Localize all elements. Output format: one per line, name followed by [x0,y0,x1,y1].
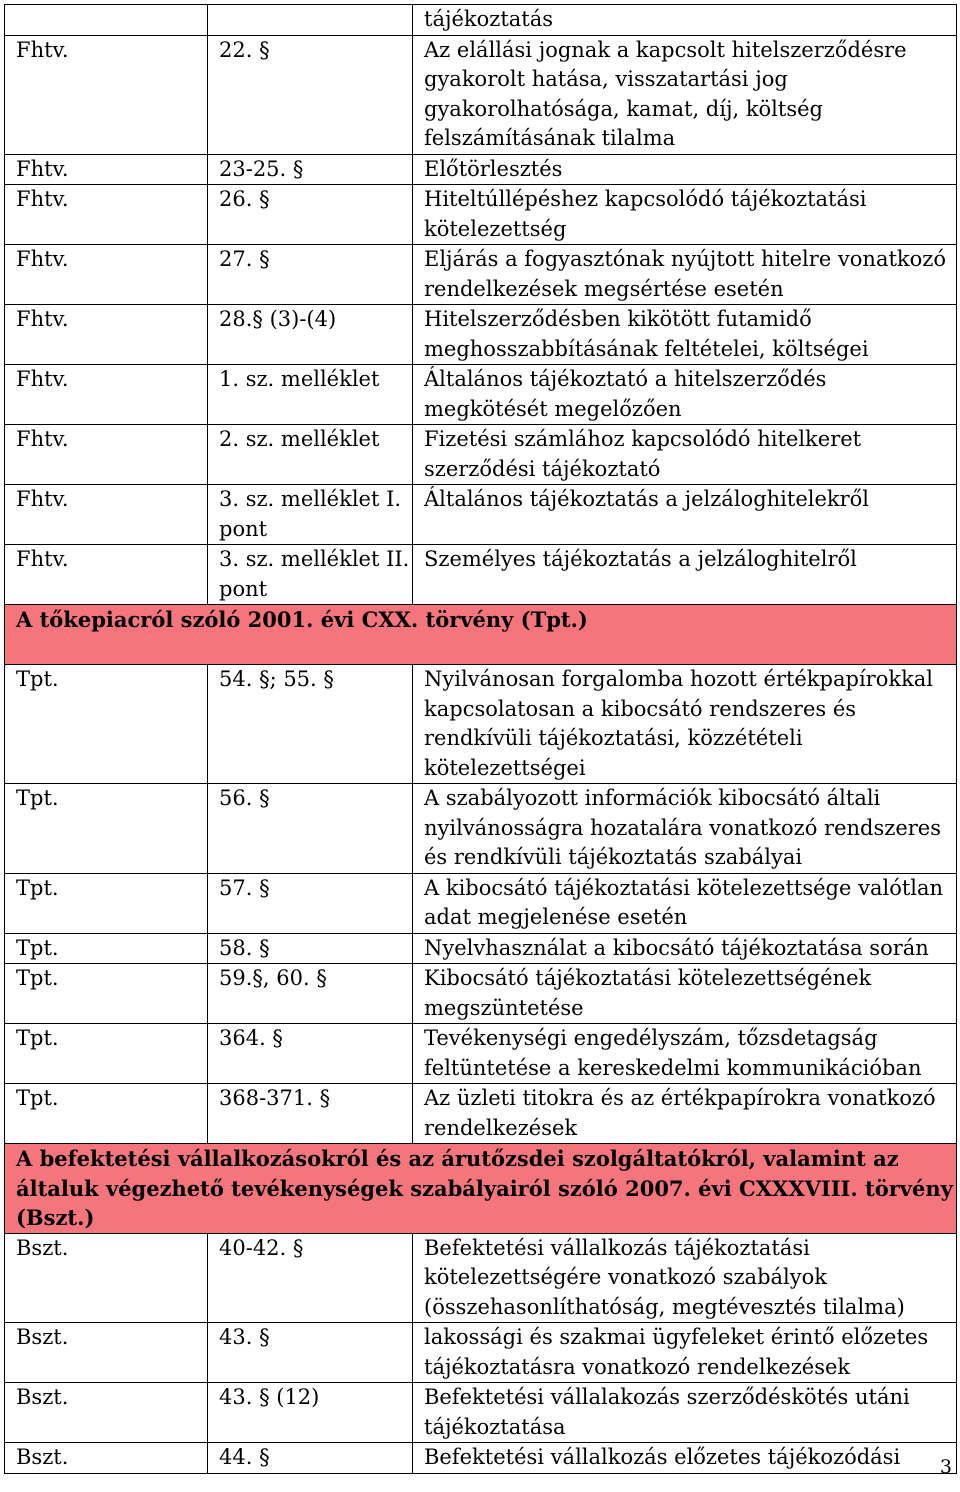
law-cell: Fhtv. [5,35,208,154]
section-line: 22. § [219,37,270,62]
law-cell: Fhtv. [5,305,208,365]
law-cell: Bszt. [5,1233,208,1323]
description-cell [413,365,957,425]
section-cell [208,305,413,365]
section-line: 27. § [219,247,270,271]
description-cell [413,185,957,245]
description-cell [413,1323,957,1383]
description-line: Hitelszerződésben kikötött futamidő [424,307,812,331]
section-line: 59.§, 60. § [219,966,327,990]
description-line: tájékoztatása [424,1414,566,1439]
regulation-table [4,4,957,1474]
section-title [5,605,957,665]
description-line: Az üzleti titokra és az értékpapírokra vonatkozó [424,1086,936,1110]
description-cell [413,1233,957,1323]
law-cell: Bszt. [5,1323,208,1383]
description-cell [413,1084,957,1144]
table-row [5,1383,957,1443]
law-cell: Fhtv. [5,545,208,605]
law-cell: Bszt. [5,1383,208,1443]
description-line: Befektetési vállalkozás előzetes tájékozódási [424,1445,901,1469]
description-line: Nyelvhasználat a kibocsátó tájékoztatása során [424,935,929,960]
section-title-line: A befektetési vállalkozásokról és az árutőzsdei szolgáltatókról, valamint az [16,1146,899,1171]
description-cell [413,35,957,154]
description-line: (összehasonlíthatóság, megtévesztés tilalma) [424,1294,905,1319]
section-header-bszt [5,1144,957,1234]
law-cell: Tpt. [5,1084,208,1144]
section-line: 26. § [219,187,270,211]
section-title-line: általuk végezhető tevékenységek szabályairól szóló 2007. évi CXXXVIII. törvény [16,1175,953,1201]
section-line: 43. § (12) [219,1385,320,1409]
description-cell [413,245,957,305]
description-line: gyakorolt hatása, visszatartási jog [424,67,788,91]
table-row [5,784,957,874]
description-line: Kibocsátó tájékoztatási kötelezettségének [424,966,872,990]
section-line: 2. sz. melléklet [219,427,380,451]
description-line: Befektetési vállalkozás tájékoztatási [424,1235,810,1260]
section-title [5,1144,957,1234]
table-row [5,665,957,784]
table-row [5,545,957,605]
description-line: megkötését megelőzően [424,396,682,421]
law-cell: Tpt. [5,665,208,784]
section-line: 3. sz. melléklet II. [219,547,410,571]
description-line: kötelezettség [424,216,567,241]
section-line: 40-42. § [219,1235,304,1260]
description-cell [413,1443,957,1474]
section-title-line: (Bszt.) [16,1205,95,1230]
law-cell: Tpt. [5,784,208,874]
section-cell [208,185,413,245]
description-cell [413,305,957,365]
section-cell [208,35,413,154]
section-cell [208,933,413,964]
section-cell [208,365,413,425]
table-row [5,305,957,365]
section-line: pont [219,576,268,601]
law-cell: Fhtv. [5,245,208,305]
section-line: 58. § [219,935,270,960]
section-line: 364. § [219,1026,283,1050]
section-line: 3. sz. melléklet I. [219,487,402,511]
law-cell: Fhtv. [5,154,208,185]
section-cell [208,485,413,545]
table-row [5,873,957,933]
description-line: tájékoztatás [424,7,554,31]
description-line: kötelezettségére vonatkozó szabályok [424,1265,827,1289]
description-line: feltüntetése a kereskedelmi kommunikációban [424,1055,922,1080]
section-line: 1. sz. melléklet [219,367,380,391]
description-cell [413,545,957,605]
section-line: 57. § [219,875,270,900]
description-cell [413,964,957,1024]
description-cell [413,485,957,545]
description-line: rendkívüli tájékoztatási, közzétételi [424,726,803,750]
description-line: Az elállási jognak a kapcsolt hitelszerződésre [424,37,907,62]
section-title-line: A tőkepiacról szóló 2001. évi CXX. törvény (Tpt.) [16,607,588,632]
description-cell [413,1383,957,1443]
table-row [5,35,957,154]
description-line: kapcsolatosan a kibocsátó rendszeres és [424,696,857,721]
description-line: nyilvánosságra hozatalára vonatkozó rendszeres [424,815,941,840]
section-line: pont [219,516,268,541]
section-cell [208,1233,413,1323]
description-line: adat megjelenése esetén [424,905,688,929]
table-row [5,485,957,545]
section-cell [208,1024,413,1084]
description-line: megszüntetése [424,995,584,1020]
section-cell [208,1084,413,1144]
description-cell [413,1024,957,1084]
section-cell [208,1323,413,1383]
law-cell: Tpt. [5,1024,208,1084]
section-line: 56. § [219,786,270,810]
table-row [5,1323,957,1383]
description-line: szerződési tájékoztató [424,456,661,481]
table-row [5,154,957,185]
law-cell: Fhtv. [5,485,208,545]
law-cell: Fhtv. [5,185,208,245]
description-line: A szabályozott információk kibocsátó általi [424,786,881,810]
table-row [5,964,957,1024]
section-line: 54. §; 55. § [219,667,334,691]
table-body [5,5,957,1474]
table-row [5,1024,957,1084]
description-line: meghosszabbításának feltételei, költségei [424,336,869,361]
law-cell: Fhtv. [5,425,208,485]
description-line: Hiteltúllépéshez kapcsolódó tájékoztatási [424,187,867,211]
section-header-tpt [5,605,957,665]
section-line: 44. § [219,1445,270,1469]
section-cell [208,245,413,305]
section-line: 368-371. § [219,1086,331,1110]
table-row [5,1443,957,1474]
description-cell [413,154,957,185]
description-line: lakossági és szakmai ügyfeleket érintő előzetes [424,1325,929,1349]
law-cell: Tpt. [5,964,208,1024]
section-cell [208,873,413,933]
law-cell: Tpt. [5,933,208,964]
description-cell [413,5,957,36]
description-cell [413,933,957,964]
section-line: 43. § [219,1325,270,1349]
description-line: A kibocsátó tájékoztatási kötelezettsége valótlan [424,875,944,900]
law-cell [5,5,208,36]
section-cell [208,784,413,874]
description-line: gyakorolhatósága, kamat, díj, költség [424,96,823,121]
section-cell [208,665,413,784]
table-row [5,185,957,245]
section-cell [208,154,413,185]
law-cell: Bszt. [5,1443,208,1474]
description-cell [413,665,957,784]
table-row [5,1084,957,1144]
description-line: Fizetési számlához kapcsolódó hitelkeret [424,427,862,451]
section-cell [208,5,413,36]
description-line: Személyes tájékoztatás a jelzáloghitelről [424,547,857,571]
description-cell [413,425,957,485]
description-line: Tevékenységi engedélyszám, tőzsdetagság [424,1026,878,1050]
description-line: Előtörlesztés [424,156,563,181]
description-line: Általános tájékoztatás a jelzáloghitelekről [424,487,870,511]
law-cell: Tpt. [5,873,208,933]
description-line: Általános tájékoztató a hitelszerződés [424,367,827,391]
section-cell [208,545,413,605]
description-line: tájékoztatásra vonatkozó rendelkezések [424,1354,851,1379]
law-cell: Fhtv. [5,365,208,425]
table-row [5,365,957,425]
description-line: kötelezettségei [424,755,586,780]
table-row [5,933,957,964]
description-line: felszámításának tilalma [424,126,676,150]
table-row [5,1233,957,1323]
section-line: 28.§ (3)-(4) [219,307,337,331]
description-line: Befektetési vállalakozás szerződéskötés utáni [424,1385,910,1409]
table-row [5,245,957,305]
section-cell [208,964,413,1024]
description-line: rendelkezések megsértése esetén [424,276,784,301]
description-line: rendelkezések [424,1115,578,1140]
description-line: Eljárás a fogyasztónak nyújtott hitelre vonatkozó [424,247,946,271]
description-cell [413,873,957,933]
table-row [5,5,957,36]
page-number: 3 [939,1456,952,1478]
description-line: Nyilvánosan forgalomba hozott értékpapírokkal [424,667,934,691]
section-cell [208,1443,413,1474]
section-cell [208,1383,413,1443]
description-cell [413,784,957,874]
table-row [5,425,957,485]
section-line: 23-25. § [219,156,304,181]
description-line: és rendkívüli tájékoztatás szabályai [424,845,803,869]
section-cell [208,425,413,485]
